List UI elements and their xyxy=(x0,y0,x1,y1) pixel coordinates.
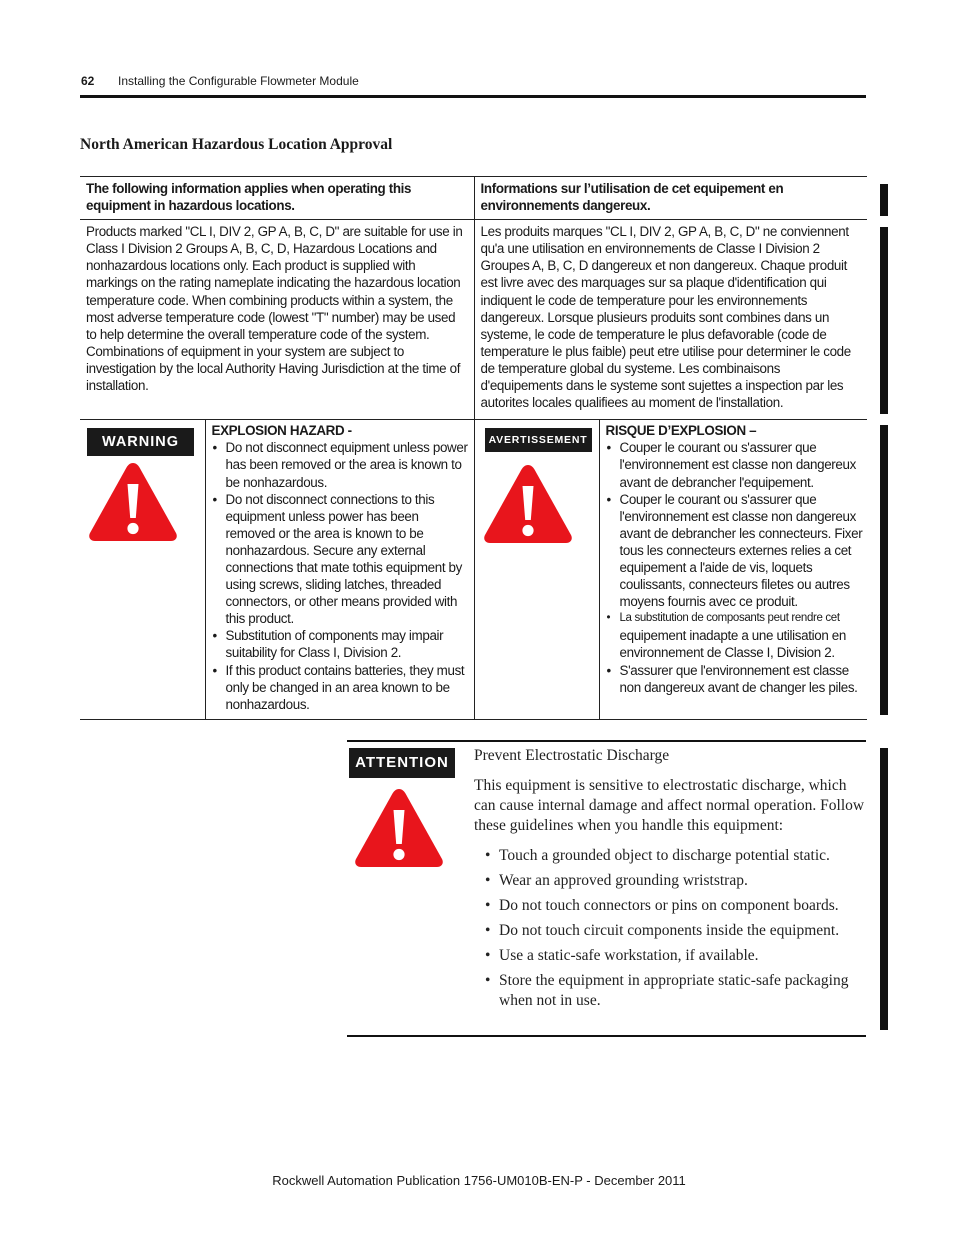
list-item: • Use a static-safe workstation, if available. xyxy=(484,946,869,966)
warning-triangle-icon xyxy=(87,460,179,544)
list-item: • Do not touch connectors or pins on component boards. xyxy=(484,896,869,916)
attention-badge: ATTENTION xyxy=(349,748,455,778)
english-body: Products marked "CL I, DIV 2, GP A, B, C, D" are suitable for use in Class I Division 2 Groups A, B, C, D, Hazardous Locations and nonhazardous locations only. Each product is supplied with markings on the rating nameplate indicating the hazardous location temperature code. When combining products within a system, the most adverse temperature code (lowest "T" number) may be used to help determine the overall temperature code of the system. Combinations of equipment in your system are subject to investigation by the local Authority Having Jurisdiction at the time of installation. xyxy=(86,224,463,394)
list-item: • Couper le courant ou s'assurer que l'environnement est classe non dangereux avant de debrancher les connecteurs. Fixer tous les connecteurs externes relies a cet equipement a l'aide de vis, loquets coulissants, connecteurs filetes ou autres moyens fournis avec ce produit. xyxy=(606,491,864,611)
list-item: • Touch a grounded object to discharge potential static. xyxy=(484,846,869,866)
attention-intro: This equipment is sensitive to electrostatic discharge, which can cause internal damage and affect normal operation. Follow these guidelines when you handle this equipment: xyxy=(474,777,865,834)
page-number: 62 xyxy=(81,74,95,88)
avertissement-icon-cell xyxy=(474,420,599,720)
warning-text-cell xyxy=(205,420,474,720)
warning-title: EXPLOSION HAZARD - xyxy=(211,423,352,439)
french-header: Informations sur l’utilisation de cet equipement en environnements dangereux. xyxy=(474,177,867,220)
attention-text xyxy=(474,746,869,1016)
page-header xyxy=(80,72,866,98)
list-item: • Couper le courant ou s'assurer que l'environnement est classe non dangereux avant de debrancher l'equipement. xyxy=(606,439,864,490)
avertissement-text-cell xyxy=(599,420,867,720)
english-header: The following information applies when operating this equipment in hazardous locations. xyxy=(80,177,474,220)
change-bar xyxy=(880,184,888,216)
attention-title: Prevent Electrostatic Discharge xyxy=(474,747,670,764)
list-item: • If this product contains batteries, they must only be changed in an area known to be nonhazardous. xyxy=(212,662,470,713)
warning-triangle-icon xyxy=(353,786,445,870)
warning-triangle-icon xyxy=(482,462,574,546)
table-header-row xyxy=(80,177,867,220)
page-footer: Rockwell Automation Publication 1756-UM010B-EN-P - December 2011 xyxy=(272,1173,686,1188)
list-item: • S'assurer que l'environnement est classe non dangereux avant de changer les piles. xyxy=(606,662,864,696)
list-item: • Do not disconnect connections to this equipment unless power has been removed or the area is known to be nonhazardous. Secure any external connections that mate tothis equipment by using screws, sliding latches, threaded connectors, or other means provided with this product. xyxy=(212,491,470,628)
change-bar xyxy=(880,227,888,414)
list-item: • Do not disconnect equipment unless power has been removed or the area is known to be nonhazardous. xyxy=(212,439,470,490)
chapter-title: Installing the Configurable Flowmeter Module xyxy=(118,74,359,88)
list-item: • Substitution of components may impair suitability for Class I, Division 2. xyxy=(212,627,470,661)
french-body: Les produits marques "CL I, DIV 2, GP A, B, C, D" ne conviennent qu'a une utilisation en environnements de Classe I Division 2 Groupes A, B, C, D dangereux et non dangereux. Chaque produit est livre avec des marquages sur sa plaque d'identification qui indiquent le code de temperature pour les environnements dangereux. Lorsque plusieurs produits sont combines dans un systeme, le code de temperature le plus defavorable (code de temperature le plus faible) peut etre utilise pour determiner le code de temperature global du systeme. Les combinaisons d'equipements dans le systeme sont sujettes a inspection par les autorites locales qualifiees au moment de l'installation. xyxy=(474,220,867,420)
change-bar xyxy=(880,425,888,715)
avertissement-list xyxy=(606,439,864,627)
attention-list xyxy=(484,846,869,1011)
table-body-row xyxy=(80,220,867,420)
avertissement-badge: AVERTISSEMENT xyxy=(485,428,592,452)
warning-badge: WARNING xyxy=(87,428,194,456)
attention-box xyxy=(347,740,866,1037)
avertissement-list xyxy=(606,662,864,696)
avertissement-title: RISQUE D’EXPLOSION – xyxy=(605,423,757,439)
change-bar xyxy=(880,748,888,1030)
section-title: North American Hazardous Location Approval xyxy=(80,136,393,153)
list-item-continuation: equipement inadapte a une utilisation en environnement de Classe I, Division 2. xyxy=(619,628,846,661)
hazardous-location-table xyxy=(80,176,867,720)
warning-list xyxy=(212,439,470,713)
warning-icon-cell xyxy=(80,420,205,720)
list-item: • Wear an approved grounding wriststrap. xyxy=(484,871,869,891)
list-item: • Store the equipment in appropriate static-safe packaging when not in use. xyxy=(484,971,869,1011)
list-item: • La substitution de composants peut rendre cet xyxy=(606,610,864,627)
warning-row xyxy=(80,420,867,720)
list-item: • Do not touch circuit components inside the equipment. xyxy=(484,921,869,941)
